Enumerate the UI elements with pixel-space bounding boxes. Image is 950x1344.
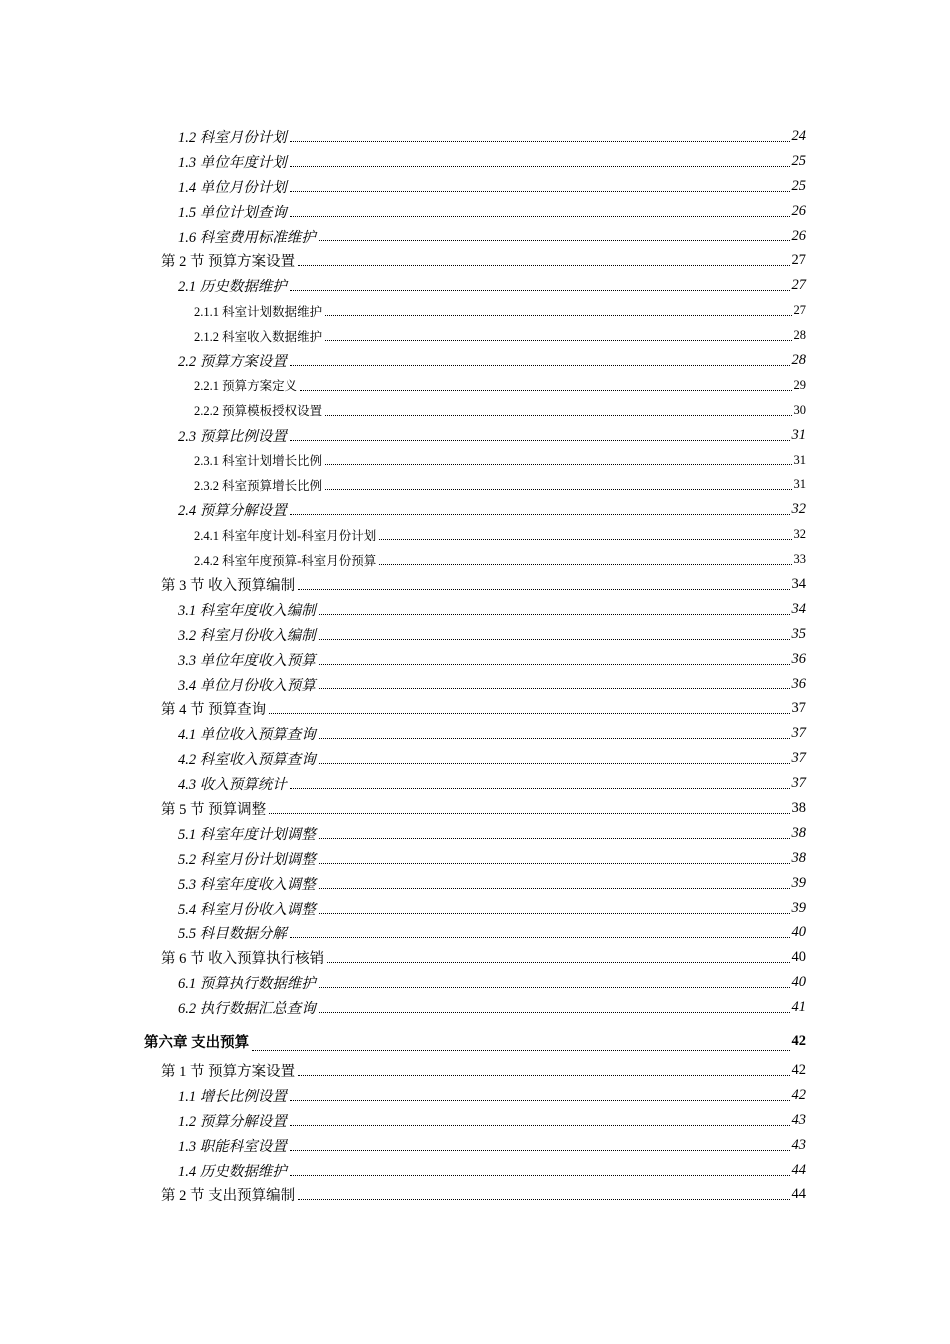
dot-leader [319, 986, 790, 988]
toc-page-number: 38 [791, 849, 806, 866]
toc-entry-title: 4.3 收入预算统计 [178, 773, 288, 794]
toc-page-number: 30 [793, 402, 806, 417]
toc-entry[interactable] [0, 921, 806, 946]
toc-page-number: 25 [791, 152, 806, 169]
toc-page-number: 28 [791, 351, 806, 368]
toc-entry-title: 2.1.2 科室收入数据维护 [194, 327, 323, 345]
dot-leader [298, 588, 789, 590]
dot-leader [319, 762, 790, 764]
toc-entry-title: 1.5 单位计划查询 [178, 201, 288, 222]
toc-entry-title: 4.1 单位收入预算查询 [178, 723, 317, 744]
dot-leader [319, 239, 790, 241]
toc-entry-title: 2.2 预算方案设置 [178, 350, 288, 371]
dot-leader [290, 1099, 790, 1101]
toc-entry[interactable] [0, 970, 806, 995]
toc-entry-title: 2.3.2 科室预算增长比例 [194, 476, 323, 494]
dot-leader [325, 314, 791, 316]
dot-leader [379, 563, 791, 565]
toc-entry-title: 2.3 预算比例设置 [178, 425, 288, 446]
toc-section-entry[interactable] [0, 248, 806, 273]
toc-entry-title: 1.6 科室费用标准维护 [178, 226, 317, 247]
toc-page-number: 37 [791, 725, 806, 742]
dot-leader [325, 463, 791, 465]
toc-section-entry[interactable] [0, 696, 806, 721]
dot-leader [290, 165, 790, 167]
toc-page-number: 28 [793, 328, 806, 343]
toc-page-number: 38 [791, 824, 806, 841]
toc-entry-title: 3.4 单位月份收入预算 [178, 674, 317, 695]
toc-entry-title: 2.4 预算分解设置 [178, 499, 288, 520]
dot-leader [319, 663, 790, 665]
toc-page-number: 41 [791, 999, 806, 1016]
dot-leader [290, 140, 790, 142]
toc-entry-title: 1.4 单位月份计划 [178, 176, 288, 197]
dot-leader [319, 862, 790, 864]
toc-entry-title: 2.4.2 科室年度预算-科室月份预算 [194, 551, 377, 569]
dot-leader [325, 488, 791, 490]
toc-section-entry[interactable] [0, 796, 806, 821]
toc-page-number: 32 [791, 501, 806, 518]
toc-page-number: 44 [791, 1186, 806, 1203]
toc-entry-title: 1.1 增长比例设置 [178, 1085, 288, 1106]
toc-page-number: 26 [791, 202, 806, 219]
toc-entry[interactable] [0, 547, 806, 572]
toc-entry[interactable] [0, 771, 806, 796]
toc-entry[interactable] [0, 373, 806, 398]
toc-entry[interactable] [0, 1133, 806, 1158]
toc-page-number: 34 [791, 575, 806, 592]
table-of-contents [0, 124, 950, 1207]
toc-entry-title: 3.3 单位年度收入预算 [178, 649, 317, 670]
toc-entry-title: 1.3 职能科室设置 [178, 1135, 288, 1156]
toc-entry[interactable] [0, 497, 806, 522]
toc-entry-title: 3.2 科室月份收入编制 [178, 624, 317, 645]
toc-entry-title: 2.4.1 科室年度计划-科室月份计划 [194, 526, 377, 544]
dot-leader [319, 887, 790, 889]
toc-entry[interactable] [0, 746, 806, 771]
toc-page-number: 40 [791, 974, 806, 991]
dot-leader [327, 961, 789, 963]
toc-entry-title: 3.1 科室年度收入编制 [178, 599, 317, 620]
toc-entry-title: 5.5 科目数据分解 [178, 922, 288, 943]
toc-section-entry[interactable] [0, 945, 806, 970]
toc-page-number: 36 [791, 675, 806, 692]
toc-entry[interactable] [0, 672, 806, 697]
toc-page-number: 37 [791, 775, 806, 792]
toc-page-number: 29 [793, 377, 806, 392]
toc-entry[interactable] [0, 622, 806, 647]
toc-entry[interactable] [0, 298, 806, 323]
toc-page-number: 39 [791, 874, 806, 891]
toc-entry-title: 第 1 节 预算方案设置 [161, 1060, 296, 1081]
toc-entry[interactable] [0, 647, 806, 672]
dot-leader [319, 837, 790, 839]
toc-entry-title: 第 5 节 预算调整 [161, 798, 267, 819]
dot-leader [319, 638, 790, 640]
dot-leader [319, 737, 790, 739]
toc-page-number: 31 [791, 426, 806, 443]
toc-entry-title: 2.1 历史数据维护 [178, 275, 288, 296]
toc-page-number: 33 [793, 552, 806, 567]
dot-leader [319, 687, 790, 689]
toc-page-number: 31 [793, 477, 806, 492]
toc-entry-title: 1.2 预算分解设置 [178, 1110, 288, 1131]
toc-page-number: 32 [793, 527, 806, 542]
toc-entry[interactable] [0, 1158, 806, 1183]
toc-entry-title: 1.3 单位年度计划 [178, 151, 288, 172]
toc-entry-title: 第 6 节 收入预算执行核销 [161, 947, 325, 968]
toc-page-number: 27 [791, 252, 806, 269]
dot-leader [325, 414, 791, 416]
toc-entry[interactable] [0, 995, 806, 1020]
dot-leader [290, 364, 790, 366]
toc-entry[interactable] [0, 199, 806, 224]
toc-entry[interactable] [0, 398, 806, 423]
toc-entry-title: 第六章 支出预算 [144, 1031, 250, 1052]
toc-page-number: 31 [793, 452, 806, 467]
toc-entry[interactable] [0, 721, 806, 746]
toc-entry[interactable] [0, 472, 806, 497]
toc-entry[interactable] [0, 896, 806, 921]
toc-entry[interactable] [0, 1083, 806, 1108]
toc-page-number: 25 [791, 177, 806, 194]
toc-entry-title: 6.2 执行数据汇总查询 [178, 997, 317, 1018]
dot-leader [325, 339, 791, 341]
toc-page-number: 37 [791, 750, 806, 767]
toc-page-number: 27 [793, 303, 806, 318]
toc-entry[interactable] [0, 448, 806, 473]
toc-section-entry[interactable] [0, 1183, 806, 1208]
toc-entry-title: 第 2 节 预算方案设置 [161, 250, 296, 271]
toc-entry-title: 1.4 历史数据维护 [178, 1160, 288, 1181]
toc-page-number: 42 [791, 1032, 806, 1049]
toc-entry[interactable] [0, 174, 806, 199]
toc-page-number: 37 [791, 700, 806, 717]
toc-page-number: 27 [791, 277, 806, 294]
dot-leader [290, 936, 790, 938]
toc-entry[interactable] [0, 124, 806, 149]
dot-leader [252, 1049, 789, 1051]
toc-entry-title: 2.1.1 科室计划数据维护 [194, 302, 323, 320]
dot-leader [300, 389, 791, 391]
toc-entry[interactable] [0, 522, 806, 547]
dot-leader [290, 289, 790, 291]
toc-entry[interactable] [0, 348, 806, 373]
toc-entry[interactable] [0, 149, 806, 174]
toc-entry-title: 1.2 科室月份计划 [178, 126, 288, 147]
toc-entry-title: 5.3 科室年度收入调整 [178, 873, 317, 894]
toc-entry-title: 2.2.2 预算模板授权设置 [194, 401, 323, 419]
toc-entry-title: 5.1 科室年度计划调整 [178, 823, 317, 844]
dot-leader [319, 912, 790, 914]
toc-page-number: 24 [791, 127, 806, 144]
toc-entry[interactable] [0, 323, 806, 348]
dot-leader [319, 1011, 790, 1013]
dot-leader [290, 513, 790, 515]
toc-page-number: 43 [791, 1136, 806, 1153]
dot-leader [290, 1124, 790, 1126]
toc-entry[interactable] [0, 821, 806, 846]
toc-page-number: 40 [791, 924, 806, 941]
toc-entry-title: 2.2.1 预算方案定义 [194, 376, 298, 394]
toc-entry[interactable] [0, 423, 806, 448]
toc-page-number: 34 [791, 600, 806, 617]
dot-leader [298, 1074, 789, 1076]
toc-entry-title: 4.2 科室收入预算查询 [178, 748, 317, 769]
dot-leader [290, 190, 790, 192]
toc-entry-title: 6.1 预算执行数据维护 [178, 972, 317, 993]
toc-entry-title: 5.2 科室月份计划调整 [178, 848, 317, 869]
dot-leader [290, 1149, 790, 1151]
toc-entry-title: 第 3 节 收入预算编制 [161, 574, 296, 595]
dot-leader [290, 1174, 790, 1176]
dot-leader [269, 812, 789, 814]
toc-entry[interactable] [0, 273, 806, 298]
toc-entry[interactable] [0, 224, 806, 249]
toc-section-entry[interactable] [0, 572, 806, 597]
toc-entry[interactable] [0, 846, 806, 871]
toc-section-entry[interactable] [0, 1058, 806, 1083]
toc-page-number: 39 [791, 899, 806, 916]
dot-leader [290, 787, 790, 789]
dot-leader [298, 264, 789, 266]
toc-entry[interactable] [0, 597, 806, 622]
toc-page-number: 44 [791, 1161, 806, 1178]
toc-entry-title: 第 2 节 支出预算编制 [161, 1184, 296, 1205]
dot-leader [319, 613, 790, 615]
toc-chapter-entry[interactable] [0, 1024, 806, 1058]
dot-leader [298, 1198, 789, 1200]
toc-entry-title: 第 4 节 预算查询 [161, 698, 267, 719]
toc-page-number: 36 [791, 650, 806, 667]
toc-page-number: 43 [791, 1111, 806, 1128]
toc-page-number: 40 [791, 949, 806, 966]
dot-leader [290, 215, 790, 217]
toc-entry[interactable] [0, 871, 806, 896]
toc-entry-title: 5.4 科室月份收入调整 [178, 898, 317, 919]
toc-entry-title: 2.3.1 科室计划增长比例 [194, 451, 323, 469]
toc-page-number: 42 [791, 1062, 806, 1078]
toc-page-number: 38 [791, 799, 806, 816]
toc-entry[interactable] [0, 1108, 806, 1133]
toc-page-number: 42 [791, 1086, 806, 1103]
toc-page-number: 26 [791, 227, 806, 244]
dot-leader [290, 439, 790, 441]
toc-page-number: 35 [791, 625, 806, 642]
dot-leader [269, 712, 789, 714]
dot-leader [379, 538, 791, 540]
